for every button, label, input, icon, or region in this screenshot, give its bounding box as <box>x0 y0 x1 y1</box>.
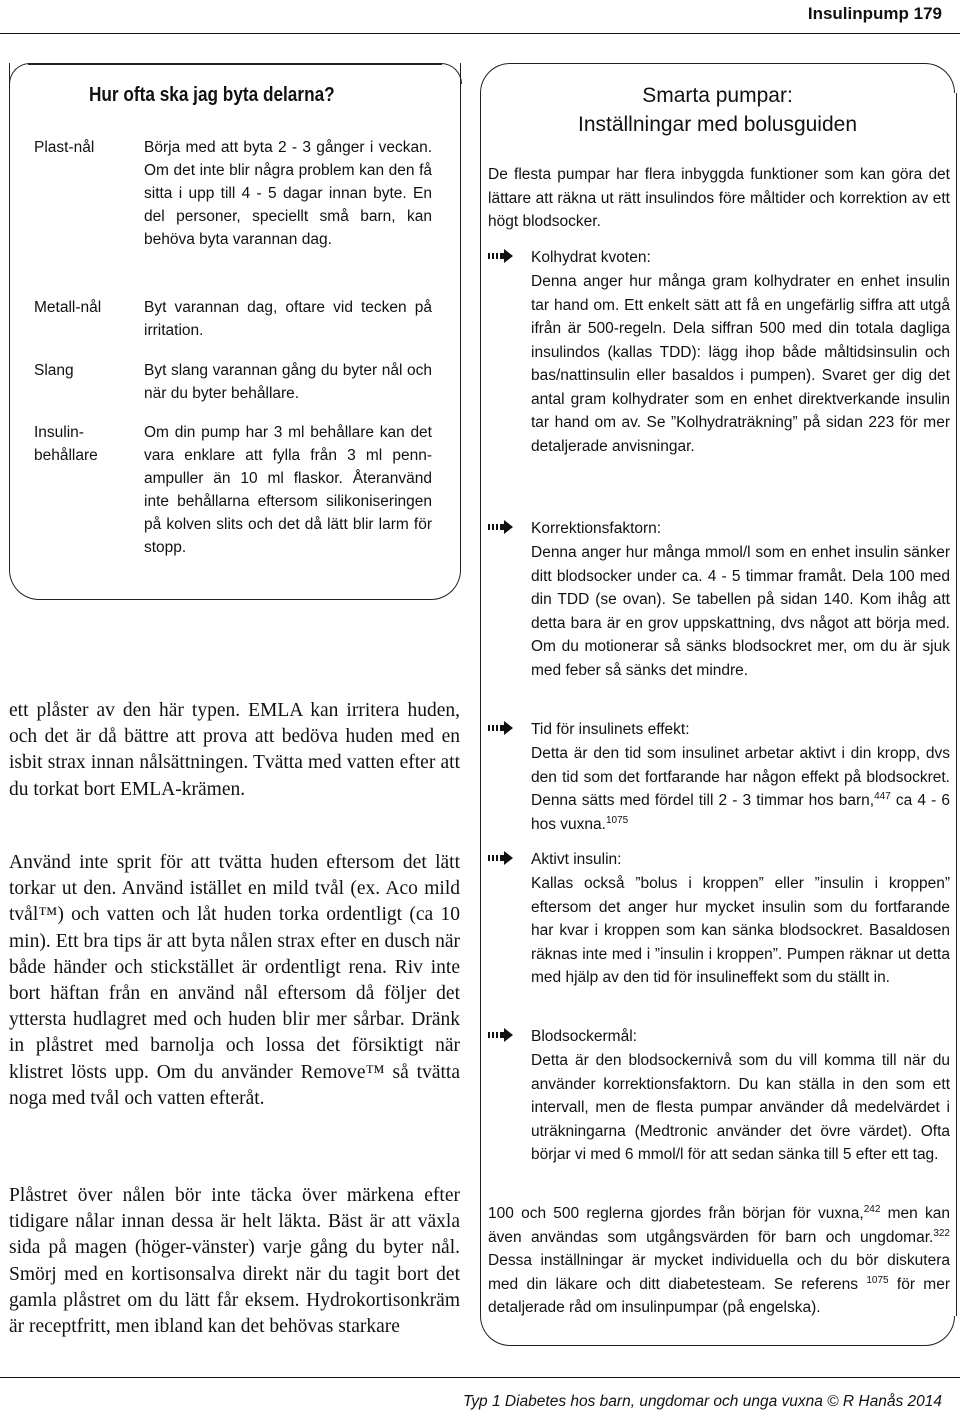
arrow-icon <box>488 519 514 535</box>
setting-description: Denna anger hur många mmol/l som en enhet insulin sänker ditt blodsocker under ca. 4 - 5 timmar framåt. Dela 100 med din TDD (se ovan). Se tabellen på sidan 140. Kom ihåg att detta bara är en grov uppskattning, dvs något att börja med. Om du motionerar så sänks blodsockret mer, om du är sjuk med feber så sänks det mindre. <box>531 544 950 679</box>
setting-description: Kallas också ”bolus i kroppen” eller ”insulin i kroppen” eftersom det anger hur mycket insulin som du fortfarande har kvar i kroppen som kan sänka blodsockret. Basaldosen räknas inte med i ”insulin i kroppen”. Pumpen räknar ut detta med hjälp av den tid för insulineffekt som du ställt in. <box>531 875 950 986</box>
part-text: Byt slang varannan gång du byter nål och när du byter behållare. <box>144 362 432 402</box>
page-header <box>0 0 960 34</box>
reference-number: 1075 <box>605 814 629 826</box>
part-text: Byt varannan dag, oftare vid tecken på irritation. <box>144 299 432 339</box>
page-footer: Typ 1 Diabetes hos barn, ungdomar och unga vuxna © R Hanås 2014 <box>462 1393 942 1410</box>
body-paragraph: Använd inte sprit för att tvätta huden eftersom det lätt torkar ut den. Använd istället en mild tvål (ex. Aco mild tvål™) och vatten och låt huden torka ordentligt (ca 10 min). Ett bra tips är att byta nålen strax efter en dusch när både händer och stickstället är ordentligt rena. Riv inte bort häftan från en använd nål eftersom då följer det yttersta hudlagret med och huden blir mer sårbar. Dränk in plåstret med barnolja och lossa det försiktigt när klistret lösts upp. Om du använder Remove™ så tvätta noga med tvål och vatten efteråt. <box>9 852 460 1109</box>
part-name: Slang <box>34 362 74 379</box>
arrow-icon <box>488 248 514 264</box>
reference-number: 447 <box>874 790 891 802</box>
arrow-icon <box>488 850 514 866</box>
setting-heading: Blodsockermål: <box>531 1028 637 1045</box>
setting-heading: Tid för insulinets effekt: <box>531 721 690 738</box>
part-text: Om din pump har 3 ml behållare kan det vara enklare att fylla från 3 ml penn-ampuller än 10 ml flaskor. Återanvänd inte behållarna eftersom silikoniseringen på kolven slits och det då lätt blir larm för stopp. <box>144 424 432 556</box>
running-head: Insulinpump 179 <box>807 4 942 23</box>
footer-rule <box>0 1377 960 1378</box>
part-text: Börja med att byta 2 - 3 gånger i veckan. Om det inte blir några problem kan den få sitta i upp till 4 - 5 dagar innan byte. En del personer, speciellt små barn, kan behöva byta varannan dag. <box>144 139 432 248</box>
setting-description: Detta är den tid som insulinet arbetar aktivt i din kropp, dvs den tid som det fortfarande har någon effekt på blodsockret. Denna sätts med fördel till 2 - 3 timmar hos barn,$^{447}$ ca 4 - 6 hos vuxna.$^{1075}$ <box>531 745 950 833</box>
setting-heading: Kolhydrat kvoten: <box>531 249 651 266</box>
setting-heading: Korrektionsfaktorn: <box>531 520 662 537</box>
part-name: Insulin-behållare <box>34 424 98 464</box>
smart-pumps-intro: De flesta pumpar har flera inbyggda funktioner som kan göra det lättare att räkna ut rätt insulindos före måltider och korrektion av ett högt blodsocker. <box>488 166 950 230</box>
setting-description: Detta är den blodsockernivå som du vill komma till när du använder korrektionsfaktorn. Du kan ställa in den som ett intervall, men de flesta pumpar använder då medelvärdet i uträkningarna (Medtronic använder det övre värdet). Ofta börjar vi med 6 mmol/l för att sedan sänka till 5 efter ett tag. <box>531 1052 950 1163</box>
reference-number: 242 <box>863 1203 881 1215</box>
setting-heading: Aktivt insulin: <box>531 851 622 868</box>
arrow-icon <box>488 1027 514 1043</box>
setting-description: Denna anger hur många gram kolhydrater en enhet insulin tar hand om. Ett enkelt sätt att få en ungefärlig siffra att utgå ifrån är 500-regeln. Dela siffran 500 med din totala dagliga insulindos (kallas TDD): lägg ihop både måltidsinsulin och bas/nattinsulin eller basaldos i pumpen). Svaret ger dig det antal gram kolhydrater som en enhet direktverkande insulin tar hand om av. Se ”Kolhydraträkning” på sidan 223 för mer detaljerade anvisningar. <box>531 273 950 455</box>
part-name: Plast-nål <box>34 139 95 156</box>
reference-number: 322 <box>933 1227 950 1239</box>
smart-pumps-outro: 100 och 500 reglerna gjordes från början för vuxna,$^{242}$ men kan även användas som utgångsvärden för barn och ungdomar.$^{322}$ Dessa inställningar är mycket individuella och du bör diskutera med din läkare och ditt diabetesteam. Se referens $^{1075}$ för mer detaljerade råd om insulinpumpar (på engelska). <box>488 1203 951 1316</box>
body-paragraph: Plåstret över nålen bör inte täcka över märkena efter tidigare nålar innan dessa är helt läkta. Bäst är att växla sida på magen (höger-vänster) varje gång du byter nål. Smörj med en kortisonsalva direkt när du tagit bort det gamla plåstret om du lätt får eksem. Hydrokortisonkräm är receptfritt, men ibland kan det behövas starkare <box>9 1185 460 1338</box>
reference-number: 1075 <box>866 1274 889 1286</box>
parts-box-title: Hur ofta ska jag byta delarna? <box>89 84 335 106</box>
part-name: Metall-nål <box>34 299 102 316</box>
body-paragraph: ett plåster av den här typen. EMLA kan irritera huden, och det är då bättre att prova att bedöva huden med en isbit strax innan nålsättningen. Tvätta med vatten efter att du torkat bort EMLA-krämen. <box>9 700 460 800</box>
arrow-icon <box>488 720 514 736</box>
header-rule <box>0 33 960 34</box>
smart-pumps-subtitle: Inställningar med bolusguiden <box>577 113 858 136</box>
smart-pumps-title: Smarta pumpar: <box>642 84 793 107</box>
